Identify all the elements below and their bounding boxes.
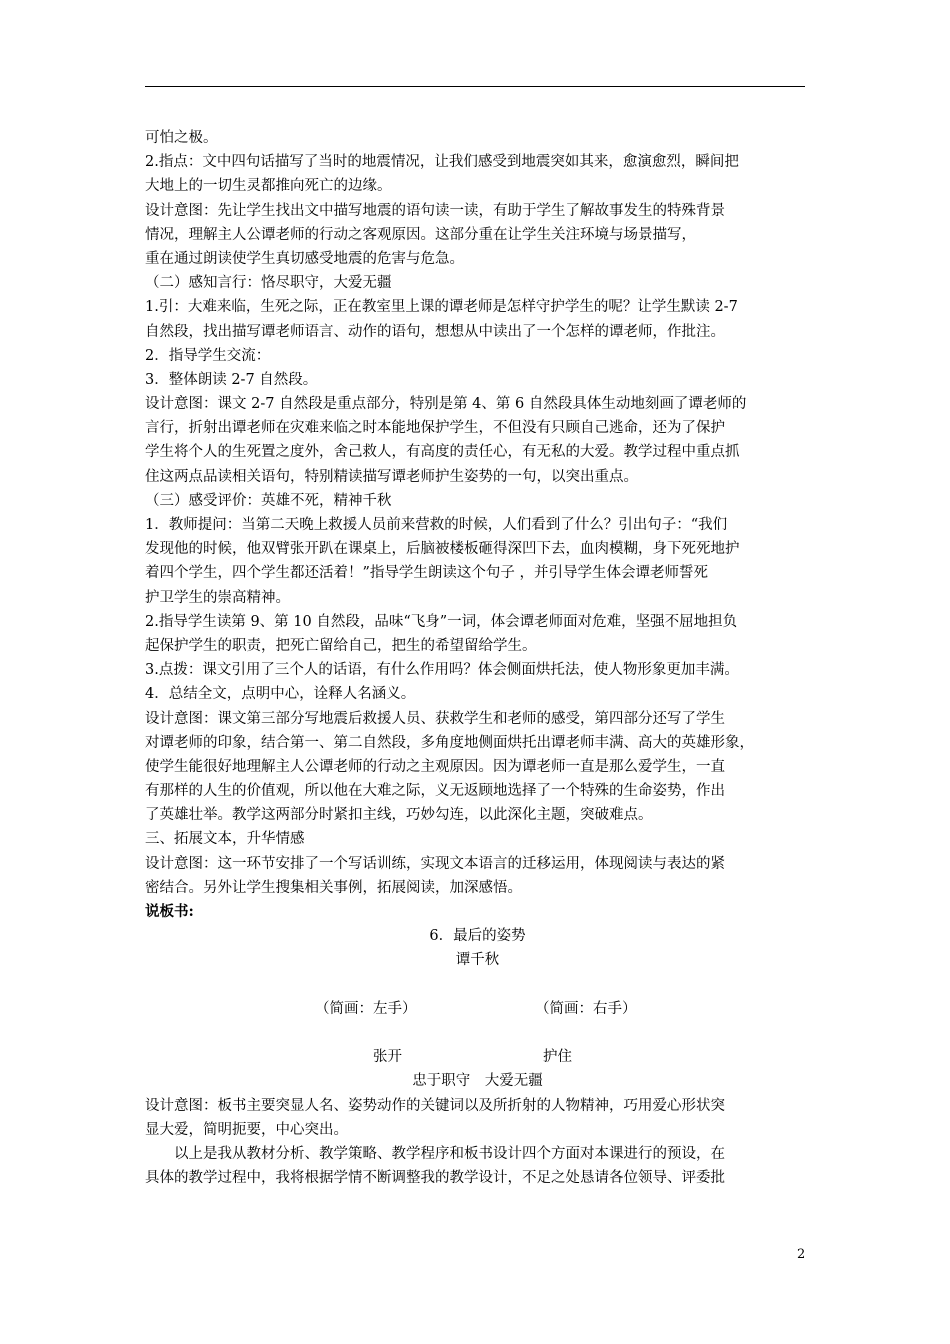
- section-heading: （三）感受评价：英雄不死，精神千秋: [145, 492, 392, 509]
- board-spacer: [145, 1021, 810, 1045]
- board-sketch-labels: [145, 997, 810, 1021]
- body-line: 起保护学生的职责，把死亡留给自己，把生的希望留给学生。: [145, 637, 537, 654]
- body-line: 具体的教学过程中，我将根据学情不断调整我的教学设计，不足之处恳请各位领导、评委批: [145, 1170, 725, 1187]
- body-line: 使学生能很好地理解主人公谭老师的行动之主观原因。因为谭老师一直是那么爱学生，一直: [145, 758, 725, 775]
- body-line: 3．整体朗读 2-7 自然段。: [145, 371, 318, 388]
- document-body: [145, 126, 810, 1190]
- page-number: 2: [797, 1247, 806, 1262]
- body-line: 可怕之极。: [145, 130, 218, 146]
- left-hand-sketch-label: （简画：左手）: [315, 1000, 417, 1017]
- section-heading: （二）感知言行：恪尽职守，大爱无疆: [145, 275, 392, 292]
- body-line: 4．总结全文，点明中心，诠释人名涵义。: [145, 686, 416, 703]
- board-spacer: [145, 973, 810, 997]
- body-line: 有那样的人生的价值观，所以他在大难之际，义无返顾地选择了一个特殊的生命姿势，作出: [145, 783, 725, 800]
- header-rule: [145, 86, 805, 87]
- body-line: 2.指点：文中四句话描写了当时的地震情况，让我们感受到地震突如其来，愈演愈烈，瞬间把: [145, 154, 739, 171]
- body-line: 设计意图：课文 2-7 自然段是重点部分，特别是第 4、第 6 自然段具体生动地刻画了谭老师的: [145, 396, 747, 413]
- body-line: 2．指导学生交流：: [145, 347, 271, 364]
- body-line: 对谭老师的印象，结合第一、第二自然段，多角度地侧面烘托出谭老师丰满、高大的英雄形象，: [145, 734, 754, 751]
- body-line: 设计意图：这一环节安排了一个写话训练，实现文本语言的迁移运用，体现阅读与表达的紧: [145, 855, 725, 872]
- body-line: 着四个学生，四个学生都还活着！”指导学生朗读这个句子 ，并引导学生体会谭老师誓死: [145, 565, 709, 582]
- body-line: 设计意图：板书主要突显人名、姿势动作的关键词以及所折射的人物精神，巧用爱心形状突: [145, 1097, 725, 1114]
- body-line: 密结合。另外让学生搜集相关事例，拓展阅读，加深感悟。: [145, 879, 522, 896]
- right-hand-sketch-label: （简画：右手）: [535, 1000, 637, 1017]
- body-line: 1．教师提问：当第二天晚上救援人员前来营救的时候，人们看到了什么？引出句子：“我们: [145, 517, 728, 533]
- body-line: 3.点拨：课文引用了三个人的话语，有什么作用吗？体会侧面烘托法，使人物形象更加丰满。: [145, 662, 739, 679]
- board-title: 6．最后的姿势: [429, 928, 526, 945]
- body-line: 设计意图：先让学生找出文中描写地震的语句读一读，有助于学生了解故事发生的特殊背景: [145, 202, 725, 219]
- body-line: 发现他的时候，他双臂张开趴在课桌上，后脑被楼板砸得深凹下去，血肉模糊，身下死死地护: [145, 541, 740, 558]
- body-line: 大地上的一切生灵都推向死亡的边缘。: [145, 178, 392, 195]
- board-heading: 说板书:: [145, 903, 194, 920]
- body-line: 自然段，找出描写谭老师语言、动作的语句，想想从中读出了一个怎样的谭老师，作批注。: [145, 323, 725, 340]
- body-line: 护卫学生的崇高精神。: [145, 589, 290, 606]
- body-line: 住这两点品读相关语句，特别精读描写谭老师护生姿势的一句，以突出重点。: [145, 468, 638, 485]
- body-line: 设计意图：课文第三部分写地震后救援人员、获救学生和老师的感受，第四部分还写了学生: [145, 710, 725, 727]
- body-line: 1.引：大难来临，生死之际，正在教室里上课的谭老师是怎样守护学生的呢？让学生默读 2-7: [145, 299, 738, 316]
- board-spirit: 忠于职守 大爱无疆: [412, 1073, 543, 1090]
- body-line: 重在通过朗读使学生真切感受地震的危害与危急。: [145, 250, 464, 267]
- body-line: 2.指导学生读第 9、第 10 自然段，品味“飞身”一词，体会谭老师面对危难，坚强不屈地担负: [145, 613, 738, 630]
- section-heading: 三、拓展文本，升华情感: [145, 831, 305, 848]
- board-action-words: [145, 1045, 810, 1069]
- body-line: 言行，折射出谭老师在灾难来临之时本能地保护学生，不但没有只顾自己逃命，还为了保护: [145, 420, 725, 437]
- left-action-word: 张开: [373, 1049, 402, 1066]
- body-line: 以上是我从教材分析、教学策略、教学程序和板书设计四个方面对本课进行的预设，在: [174, 1145, 725, 1162]
- board-name: 谭千秋: [455, 952, 500, 969]
- body-line: 显大爱，简明扼要，中心突出。: [145, 1121, 348, 1138]
- body-line: 学生将个人的生死置之度外，舍己救人，有高度的责任心，有无私的大爱。教学过程中重点抓: [145, 444, 740, 461]
- body-line: 情况，理解主人公谭老师的行动之客观原因。这部分重在让学生关注环境与场景描写，: [145, 226, 696, 243]
- right-action-word: 护住: [543, 1049, 572, 1066]
- body-line: 了英雄壮举。教学这两部分时紧扣主线，巧妙勾连，以此深化主题，突破难点。: [145, 807, 653, 824]
